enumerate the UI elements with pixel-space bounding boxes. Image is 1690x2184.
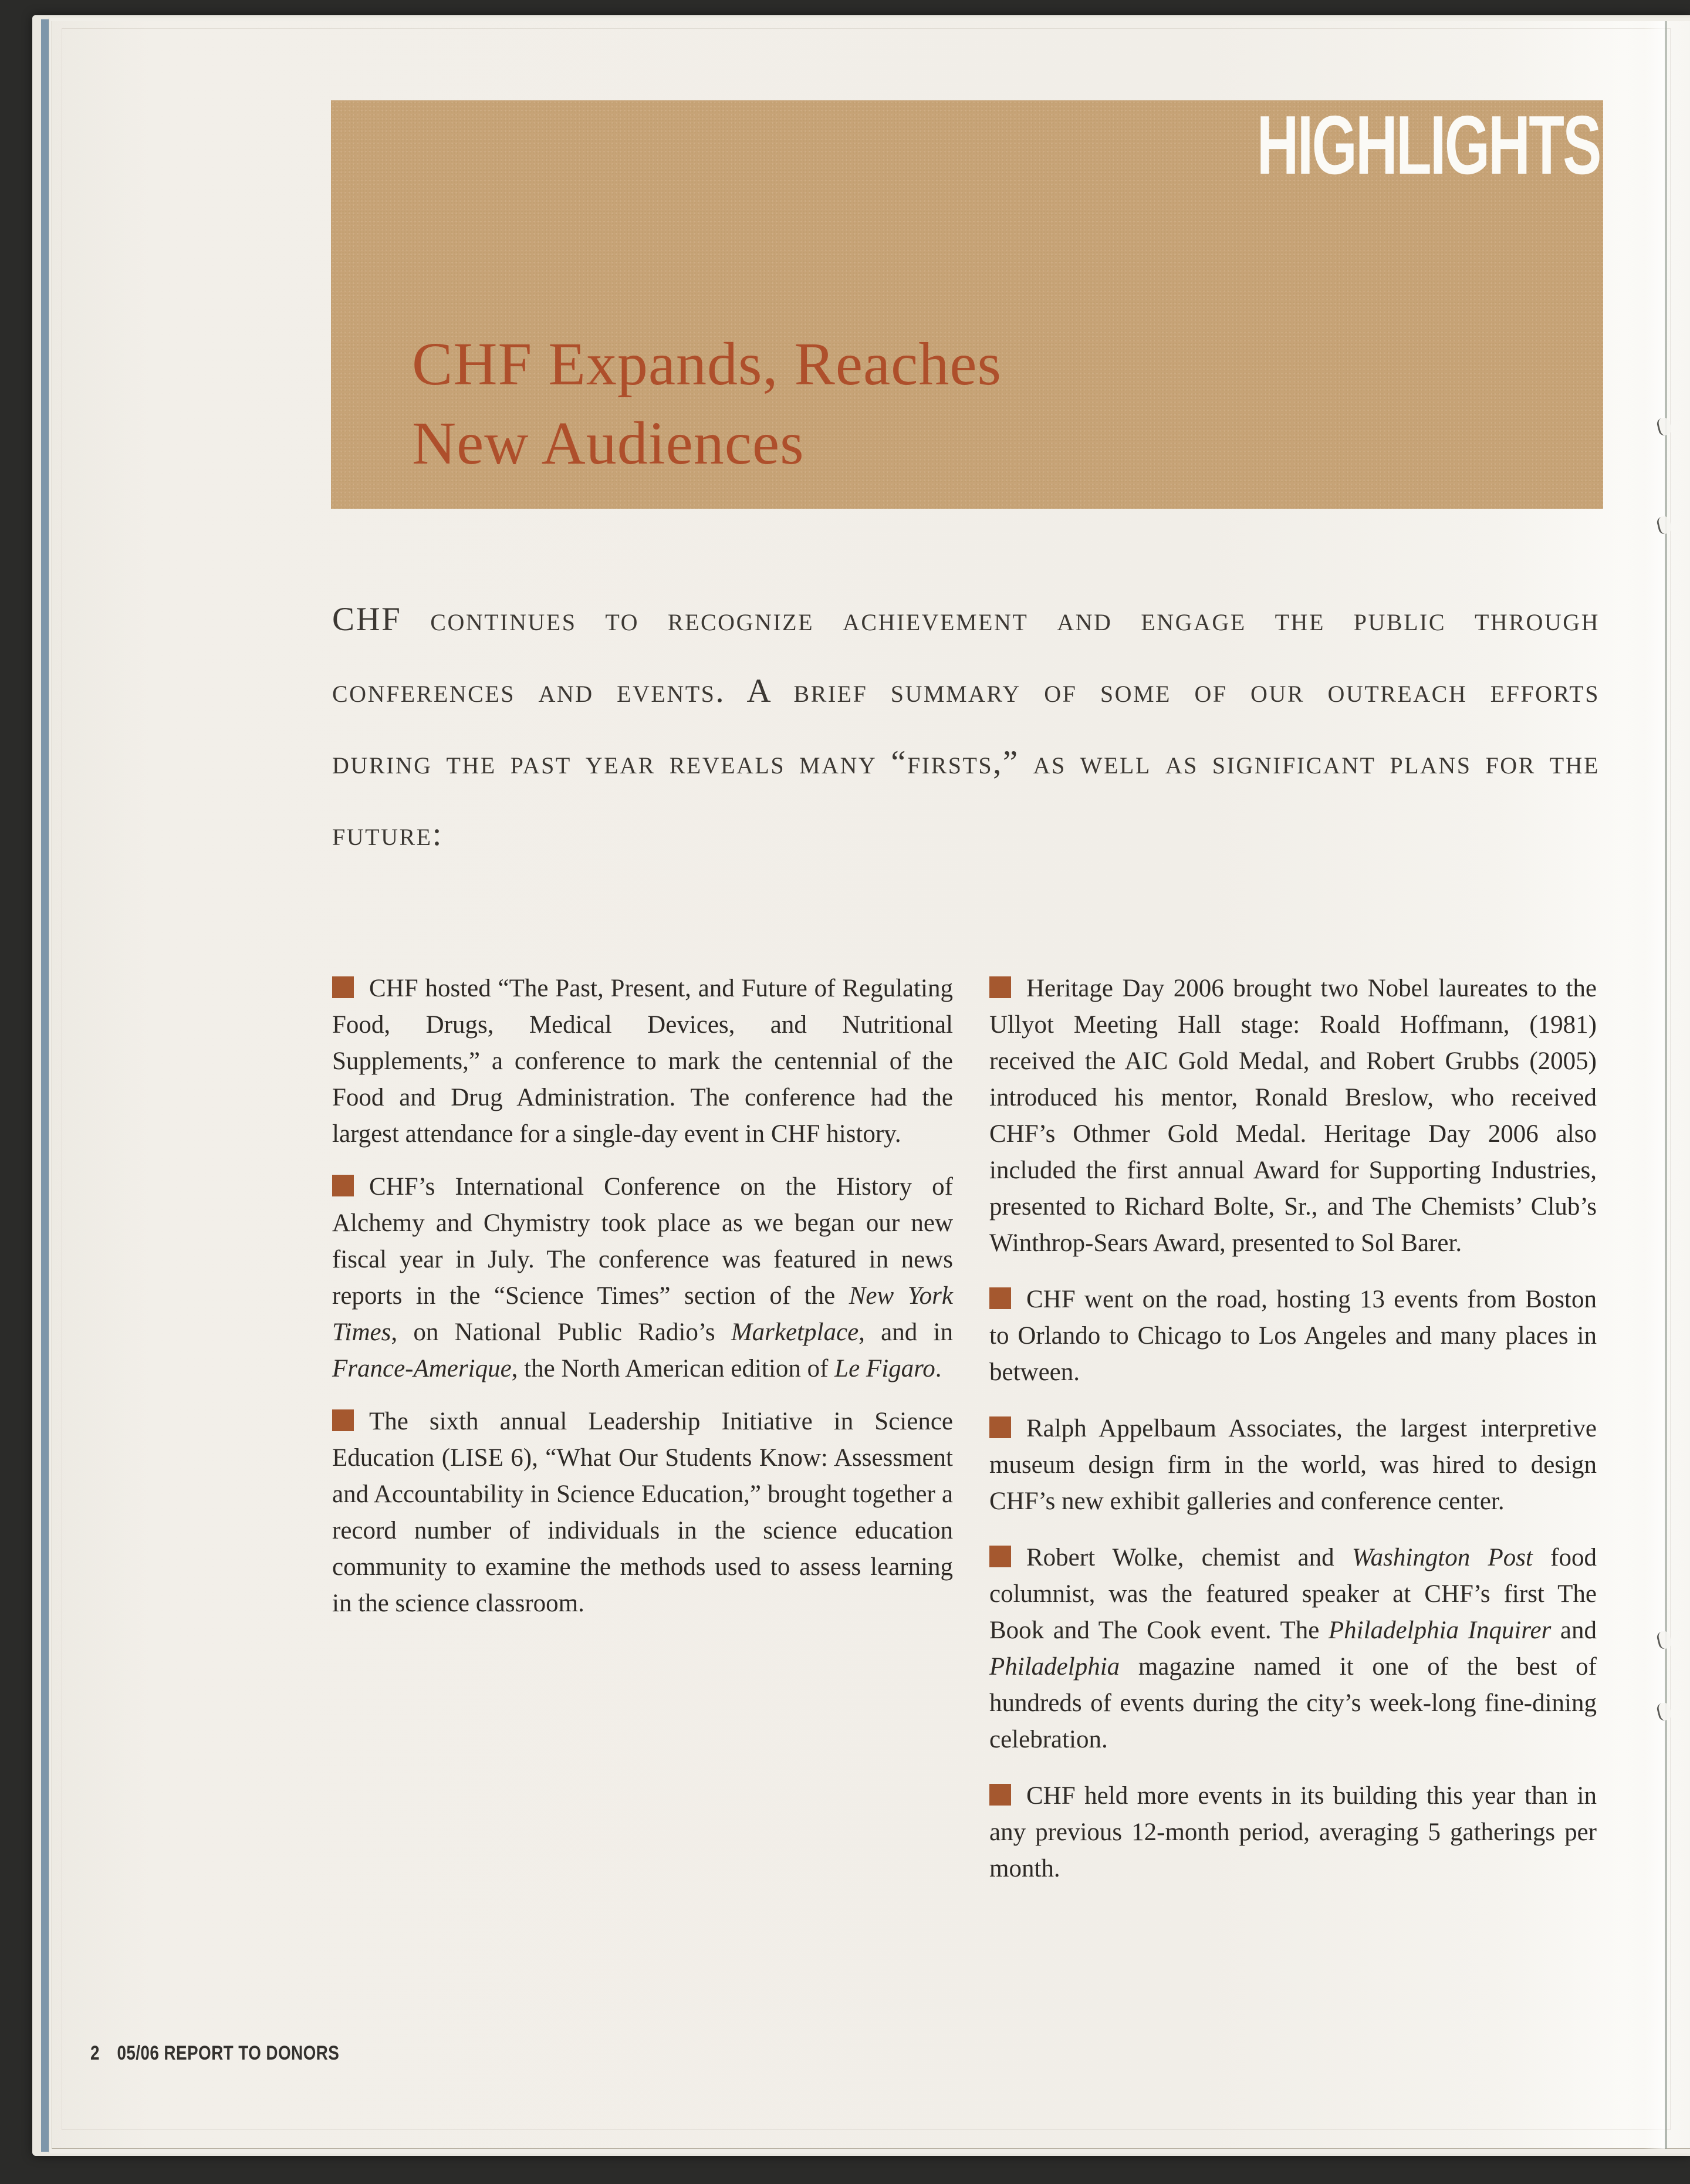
text-run: Heritage Day 2006 brought two Nobel laureates to the Ullyot Meeting Hall stage: Roald Hoffmann, (1981) received the AIC Gold Medal, and Robert Grubbs (2005) introduced his mentor, Ronald Breslow, who received CHF’s Othmer Gold Medal. Heritage Day 2006 also included the first annual Award for Supporting Industries, presented to Richard Bolte, Sr., and The Chemists’ Club’s Winthrop-Sears Award, presented to Sol Barer. xyxy=(989,975,1597,1257)
report-page xyxy=(52,21,1690,2149)
text-run: CHF held more events in its building this year than in any previous 12-month period, averaging 5 gatherings per month. xyxy=(989,1782,1597,1882)
text-run: CHF hosted “The Past, Present, and Future of Regulating Food, Drugs, Medical Devices, and Nutritional Supplements,” a conference to mark the centennial of the Food and Drug Administration. The conference had the largest attendance for a single-day event in CHF history. xyxy=(332,975,953,1148)
bullet-paragraph xyxy=(989,1778,1597,1887)
bullet-square-icon xyxy=(989,1784,1011,1806)
bullet-square-icon xyxy=(332,1175,354,1196)
text-run: food columnist, was the featured speaker at CHF’s first The Book and The Cook event. The xyxy=(989,1544,1597,1644)
text-run: Robert Wolke, chemist and xyxy=(1026,1544,1352,1571)
text-run: and xyxy=(1551,1617,1597,1644)
page-title-line2: New Audiences xyxy=(412,410,805,477)
bullet-paragraph xyxy=(332,1169,953,1387)
binding-highlight xyxy=(1644,21,1665,2149)
binding-crease xyxy=(1665,21,1667,2149)
bullet-square-icon xyxy=(332,976,354,998)
text-run: , the North American edition of xyxy=(511,1355,835,1382)
page-stack-edge-blue xyxy=(41,19,49,2152)
italic-text-run: Marketplace xyxy=(731,1318,859,1346)
italic-text-run: Le Figaro xyxy=(834,1355,935,1382)
bullet-square-icon xyxy=(989,1546,1011,1567)
bullet-square-icon xyxy=(989,976,1011,998)
text-run: , on National Public Radio’s xyxy=(391,1318,731,1346)
bullet-paragraph xyxy=(332,971,953,1152)
bullet-paragraph xyxy=(332,1404,953,1622)
text-run: , and in xyxy=(858,1318,953,1346)
italic-text-run: Washington Post xyxy=(1351,1544,1533,1571)
bullet-paragraph xyxy=(989,1411,1597,1520)
text-run: The sixth annual Leadership Initiative in Science Education (LISE 6), “What Our Students Know: Assessment and Accountability in Science Education,” brought together a record number of individuals in the science education community to examine the methods used to assess learning in the science classroom. xyxy=(332,1408,953,1617)
bullet-square-icon xyxy=(332,1409,354,1431)
page-title xyxy=(412,324,1002,483)
column-left xyxy=(332,971,953,1638)
page-number: 2 xyxy=(90,2042,100,2064)
highlights-banner xyxy=(331,100,1603,509)
bullet-paragraph xyxy=(989,1282,1597,1391)
bullet-square-icon xyxy=(989,1287,1011,1309)
italic-text-run: Philadelphia xyxy=(989,1653,1120,1681)
text-run: magazine named it one of the best of hundreds of events during the city’s week-long fine-dining celebration. xyxy=(989,1653,1597,1753)
bullet-square-icon xyxy=(989,1416,1011,1438)
italic-text-run: Philadelphia Inquirer xyxy=(1328,1617,1552,1644)
banner-kicker: HIGHLIGHTS xyxy=(1257,99,1600,192)
text-run: CHF’s International Conference on the History of Alchemy and Chymistry took place as we began our new fiscal year in July. The conference was featured in news reports in the “Science Times” section of the xyxy=(332,1173,953,1310)
bullet-paragraph xyxy=(989,971,1597,1262)
italic-text-run: New York Times xyxy=(332,1282,954,1346)
page-footer xyxy=(90,2043,339,2063)
bullet-paragraph xyxy=(989,1540,1597,1758)
text-run: . xyxy=(935,1355,942,1382)
intro-paragraph: CHF continues to recognize achievement and engage the public through conferences and events. A brief summary of some of our outreach efforts during the past year reveals many “firsts,” as well as significant plans for the future: xyxy=(332,601,1600,853)
footer-label: 05/06 REPORT TO DONORS xyxy=(117,2042,340,2064)
italic-text-run: France-Amerique xyxy=(332,1355,512,1382)
text-run: CHF went on the road, hosting 13 events from Boston to Orlando to Chicago to Los Angeles and many places in between. xyxy=(989,1286,1597,1386)
page-title-line1: CHF Expands, Reaches xyxy=(412,330,1002,398)
column-right xyxy=(989,971,1597,1907)
text-run: Ralph Appelbaum Associates, the largest interpretive museum design firm in the world, was hired to design CHF’s new exhibit galleries and conference center. xyxy=(989,1415,1597,1515)
